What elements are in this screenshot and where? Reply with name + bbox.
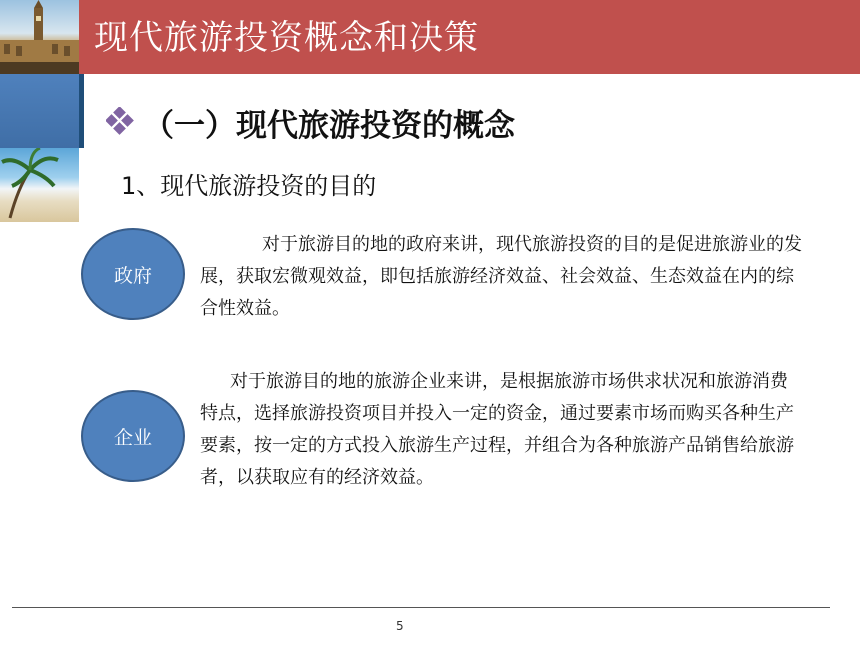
slide-title: 现代旅游投资概念和决策	[94, 18, 479, 58]
footer-divider	[12, 607, 830, 608]
government-paragraph: 对于旅游目的地的政府来讲，现代旅游投资的目的是促进旅游业的发展，获取宏微观效益，即包括旅游经济效益、社会效益、生态效益在内的综合性效益。	[200, 234, 802, 319]
beach-photo	[0, 148, 79, 222]
sub-heading: 1、现代旅游投资的目的	[121, 172, 377, 200]
section-heading: （一）现代旅游投资的概念	[143, 108, 515, 144]
beach-photo-drawing	[0, 148, 79, 222]
landmark-photo	[0, 0, 79, 74]
government-circle	[81, 228, 185, 320]
landmark-photo-drawing	[0, 0, 79, 74]
enterprise-paragraph: 对于旅游目的地的旅游企业来讲，是根据旅游市场供求状况和旅游消费特点，选择旅游投资项目并投入一定的资金，通过要素市场而购买各种生产要素，按一定的方式投入旅游生产过程，并组合为各种旅游产品销售给旅游者，以获取应有的经济效益。	[200, 371, 794, 488]
enterprise-label: 企业	[113, 426, 152, 449]
blue-strip-block	[0, 74, 79, 148]
dark-blue-accent-bar	[79, 74, 84, 148]
enterprise-circle	[81, 390, 185, 482]
page-number: 5	[396, 619, 404, 633]
diamond-bullet-icon	[106, 107, 134, 135]
government-label: 政府	[113, 264, 152, 287]
